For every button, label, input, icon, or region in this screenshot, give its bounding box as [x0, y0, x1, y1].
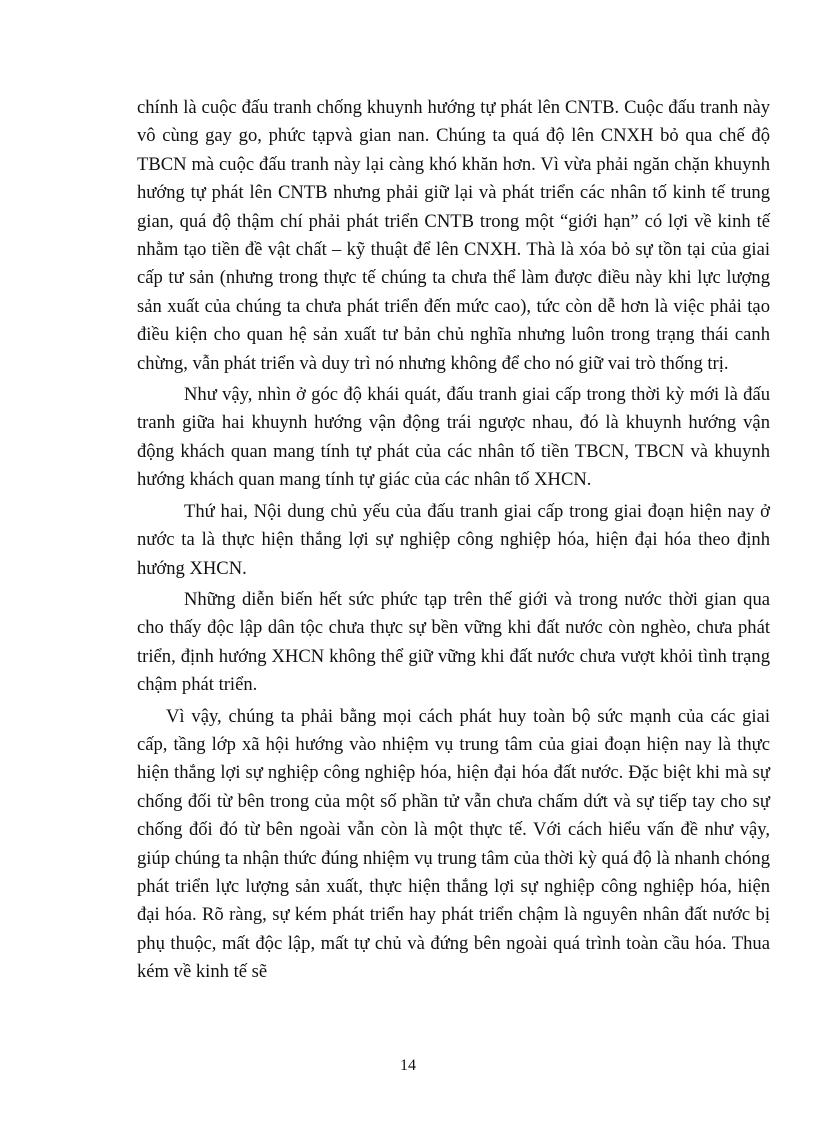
document-body — [137, 94, 770, 990]
paragraph-4: Những diễn biến hết sức phức tạp trên thế giới và trong nước thời gian qua cho thấy độc lập dân tộc chưa thực sự bền vững khi đất nước còn nghèo, chưa phát triển, định hướng XHCN không thể giữ vững khi đất nước chưa vượt khỏi tình trạng chậm phát triển. — [137, 588, 770, 696]
page-number: 14 — [400, 1057, 416, 1074]
paragraph-1: chính là cuộc đấu tranh chống khuynh hướng tự phát lên CNTB. Cuộc đấu tranh này vô cùng gay go, phức tạpvà gian nan. Chúng ta quá độ lên CNXH bỏ qua chế độ TBCN mà cuộc đấu tranh này lại càng khó khăn hơn. Vì vừa phải ngăn chặn khuynh hướng tự phát lên CNTB nhưng phải giữ lại và phát triển các nhân tố kinh tế trung gian, quá độ thậm chí phải phát triển CNTB trong một “giới hạn” có lợi về kinh tế nhằm tạo tiền đề vật chất – kỹ thuật để lên CNXH. Thà là xóa bỏ sự tồn tại của giai cấp tư sản (nhưng trong thực tế chúng ta chưa thể làm được điều này khi lực lượng sản xuất của chúng ta chưa phát triển đến mức cao), tức còn dễ hơn là việc phải tạo điều kiện cho quan hệ sản xuất tư bản chủ nghĩa nhưng luôn trong trạng thái canh chừng, vẫn phát triển và duy trì nó nhưng không để cho nó giữ vai trò thống trị. — [137, 97, 770, 374]
paragraph-3: Thứ hai, Nội dung chủ yếu của đấu tranh giai cấp trong giai đoạn hiện nay ở nước ta là thực hiện thắng lợi sự nghiệp công nghiệp hóa, hiện đại hóa theo định hướng XHCN. — [137, 500, 770, 579]
paragraph-2: Như vậy, nhìn ở góc độ khái quát, đấu tranh giai cấp trong thời kỳ mới là đấu tranh giữa hai khuynh hướng vận động trái ngược nhau, đó là khuynh hướng vận động khách quan mang tính tự phát của các nhân tố tiền TBCN, TBCN và khuynh hướng khách quan mang tính tự giác của các nhân tố XHCN. — [137, 384, 770, 491]
paragraph-5: Vì vậy, chúng ta phải bằng mọi cách phát huy toàn bộ sức mạnh của các giai cấp, tầng lớp xã hội hướng vào nhiệm vụ trung tâm của giai đoạn hiện nay là thực hiện thắng lợi sự nghiệp công nghiệp hóa, hiện đại hóa đất nước. Đặc biệt khi mà sự chống đối từ bên trong của một số phần tử vẫn chưa chấm dứt và sự tiếp tay cho sự chống đối đó từ bên ngoài vẫn còn là một thực tế. Với cách hiểu vấn đề như vậy, giúp chúng ta nhận thức đúng nhiệm vụ trung tâm của thời kỳ quá độ là nhanh chóng phát triển lực lượng sản xuất, thực hiện thắng lợi sự nghiệp công nghiệp hóa, hiện đại hóa. Rõ ràng, sự kém phát triển hay phát triển chậm là nguyên nhân đất nước bị phụ thuộc, mất độc lập, mất tự chủ và đứng bên ngoài quá trình toàn cầu hóa. Thua kém về kinh tế sẽ — [137, 705, 770, 983]
